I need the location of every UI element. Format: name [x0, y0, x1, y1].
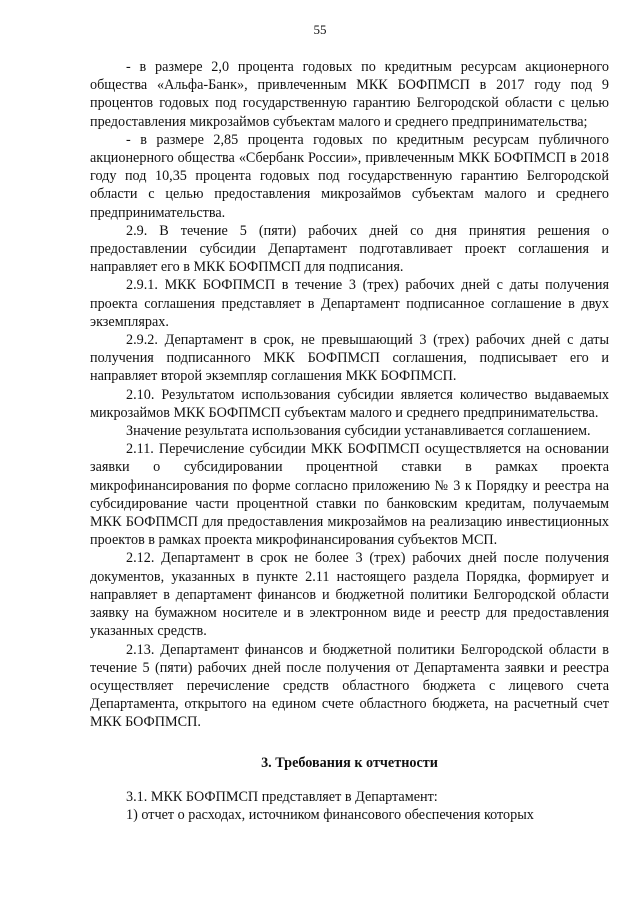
section-spacer	[90, 732, 609, 754]
paragraph-3-1: 3.1. МКК БОФПМСП представляет в Департамент:	[126, 788, 438, 805]
paragraph-alfa-bank: - в размере 2,0 процента годовых по кредитным ресурсам акционерного общества «Альфа-Банк», привлеченным МКК БОФПМСП в 2017 году под 9 процентов годовых под государственную гарантию Белгородской области с целью предоставления микрозаймов субъектам малого и среднего предпринимательства;	[90, 59, 609, 130]
page-number: 55	[313, 22, 327, 37]
paragraph-2-9: 2.9. В течение 5 (пяти) рабочих дней со дня принятия решения о предоставлении субсидии Департамент подготавливает проект соглашения и направляет его в МКК БОФПМСП для подписания.	[90, 222, 609, 276]
section-heading: 3. Требования к отчетности	[261, 754, 438, 771]
paragraph-result-value: Значение результата использования субсидии устанавливается соглашением.	[126, 423, 591, 440]
paragraph-2-13: 2.13. Департамент финансов и бюджетной политики Белгородской области в течение 5 (пяти) рабочих дней после получения от Департамента заявки и реестра осуществляет перечисление средств областного бюджета с лицевого счета Департамента, открытого на едином счете областного бюджета, на расчетный счет МКК БОФПМСП.	[90, 641, 609, 731]
paragraph-3-1-item-1: 1) отчет о расходах, источником финансового обеспечения которых	[126, 806, 534, 823]
paragraph-sberbank: - в размере 2,85 процента годовых по кредитным ресурсам публичного акционерного общества «Сбербанк России», привлеченным МКК БОФПМСП в 2018 году под 10,35 процента годовых под государственную гарантию Белгородской области с целью предоставления микрозаймов субъектам малого и среднего предпринимательства.	[90, 131, 609, 221]
paragraph-2-12: 2.12. Департамент в срок не более 3 (трех) рабочих дней после получения документов, указанных в пункте 2.11 настоящего раздела Порядка, формирует и направляет в департамент финансов и бюджетной политики Белгородской области заявку на бумажном носителе и в электронном виде и реестр для предоставления указанных средств.	[90, 550, 609, 640]
document-body	[90, 58, 609, 824]
paragraph-2-10: 2.10. Результатом использования субсидии является количество выдаваемых микрозаймов МКК БОФПМСП субъектам малого и среднего предпринимательства.	[90, 386, 609, 421]
paragraph-2-9-1: 2.9.1. МКК БОФПМСП в течение 3 (трех) рабочих дней с даты получения проекта соглашения представляет в Департамент подписанное соглашение в двух экземплярах.	[90, 277, 609, 330]
paragraph-2-11: 2.11. Перечисление субсидии МКК БОФПМСП осуществляется на основании заявки о субсидировании процентной ставки в рамках проекта микрофинансирования по форме согласно приложению № 3 к Порядку и реестра на субсидирование части процентной ставки по банковским кредитам, получаемым МКК БОФПМСП для предоставления микрозаймов на реализацию инвестиционных проектов в рамках проекта микрофинансирования субъектов МСП.	[90, 441, 609, 549]
paragraph-2-9-2: 2.9.2. Департамент в срок, не превышающий 3 (трех) рабочих дней с даты получения подписанного МКК БОФПМСП соглашения, подписывает его и направляет второй экземпляр соглашения МКК БОФПМСП.	[90, 332, 609, 385]
